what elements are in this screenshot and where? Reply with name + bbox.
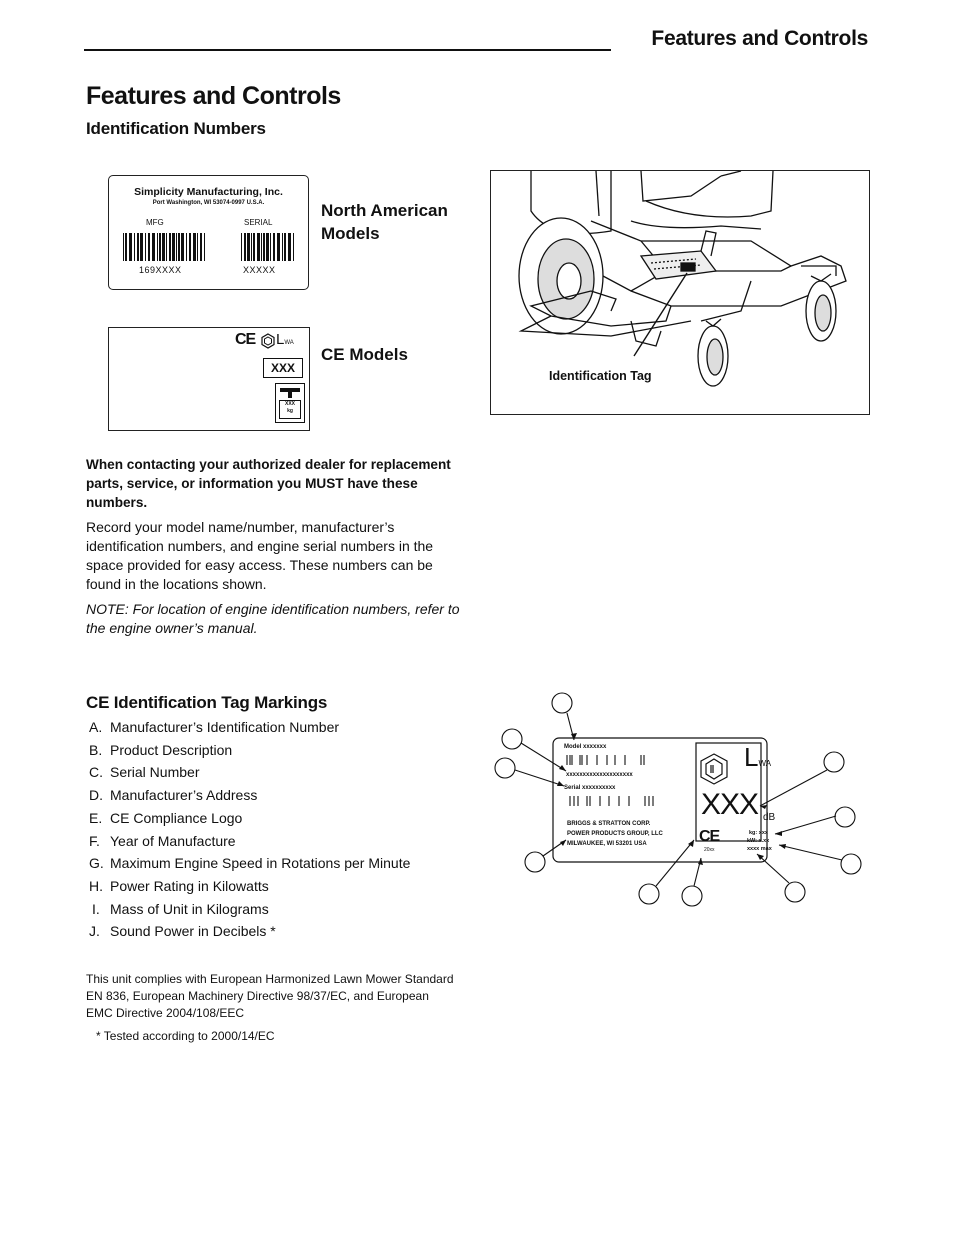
list-item	[89, 739, 410, 762]
barcode-bar	[137, 233, 139, 261]
tag-serial: Serial xxxxxxxxxx	[564, 785, 616, 791]
na-id-label	[108, 175, 309, 290]
barcode-bar	[123, 233, 124, 261]
tag-address-line3: MILWAUKEE, WI 53201 USA	[567, 841, 647, 847]
ce-id-label	[108, 327, 310, 431]
label-serial-value: XXXXX	[243, 265, 276, 275]
dealer-contact-note: When contacting your authorized dealer for replacement parts, service, or information you MUST have these numbers.	[86, 457, 451, 510]
barcode-bar	[178, 233, 180, 261]
barcode-bar	[181, 233, 184, 261]
lwa-icon	[276, 331, 294, 348]
barcode-bar	[270, 233, 271, 261]
engine-nut-icon	[261, 333, 275, 349]
list-item	[89, 920, 410, 943]
tag-lwa-l: L	[744, 742, 759, 772]
label-company: Simplicity Manufacturing, Inc.	[134, 186, 283, 198]
note-prefix: NOTE	[86, 601, 125, 617]
list-item	[89, 852, 410, 875]
barcode-bar	[282, 233, 283, 261]
barcode-bar	[277, 233, 280, 261]
barcode-bar	[134, 233, 135, 261]
page-title: Features and Controls	[86, 82, 341, 110]
barcode-bar	[129, 233, 132, 261]
barcode-bar	[244, 233, 246, 261]
tag-kg: kg: xxx	[749, 830, 768, 836]
barcode-bar	[204, 233, 205, 261]
label-serial-caption: SERIAL	[244, 218, 273, 227]
barcode-bar	[186, 233, 187, 261]
barcode-bar	[266, 233, 269, 261]
tag-address	[567, 819, 663, 849]
header-rule	[84, 49, 611, 51]
item-letter: I.	[92, 900, 100, 917]
item-letter: E.	[89, 809, 103, 826]
list-item	[89, 761, 410, 784]
serial-barcode	[241, 233, 295, 261]
record-instructions: Record your model name/number, manufacturer’s identification numbers, and engine serial numbers in the space provided for easy access. These numbers can be found in the locations shown.	[86, 519, 434, 592]
barcode-bar	[241, 233, 242, 261]
tag-db-unit: dB	[763, 812, 776, 823]
item-text: Mass of Unit in Kilograms	[110, 900, 269, 917]
lwa-sub: WA	[284, 340, 294, 346]
identification-heading: Identification Numbers	[86, 119, 266, 138]
barcode-bar	[273, 233, 275, 261]
ce-tag-diagram	[494, 688, 872, 910]
barcode-bar	[148, 233, 150, 261]
barcode-bar	[172, 233, 175, 261]
barcode-bar	[189, 233, 191, 261]
barcode-bar	[288, 233, 291, 261]
tag-lwa-icon	[744, 742, 771, 773]
list-item	[89, 875, 410, 898]
item-letter: F.	[89, 832, 100, 849]
list-item	[89, 784, 410, 807]
barcode-bar	[152, 233, 155, 261]
item-text: Maximum Engine Speed in Rotations per Minute	[110, 855, 411, 872]
tag-address-line1: BRIGGS & STRATTON CORP.	[567, 821, 651, 827]
mass-weight-icon	[275, 383, 305, 423]
item-text: Sound Power in Decibels *	[110, 923, 276, 940]
tag-lwa-sub: WA	[758, 759, 772, 768]
barcode-bar	[257, 233, 260, 261]
mower-illustration	[490, 170, 870, 415]
item-text: Manufacturer’s Identification Number	[110, 719, 340, 735]
item-letter: A.	[89, 719, 103, 735]
item-text: Manufacturer’s Address	[110, 787, 258, 804]
barcode-bar	[169, 233, 171, 261]
barcode-bar	[159, 233, 161, 261]
item-text: CE Compliance Logo	[110, 809, 243, 826]
list-item	[89, 830, 410, 853]
tag-rpm: xxxx max	[747, 846, 772, 852]
barcode-bar	[145, 233, 146, 261]
mfg-barcode	[123, 233, 205, 261]
barcode-bar	[293, 233, 294, 261]
item-text: Year of Manufacture	[110, 832, 236, 849]
barcode-bar	[193, 233, 196, 261]
compliance-statement: This unit complies with European Harmonized Lawn Mower Standard EN 836, European Machinery Directive 98/37/EC, and European EMC Directive 2004/108/EEC	[86, 972, 454, 1020]
mower-drawing	[491, 171, 869, 414]
ce-xxx-box: XXX	[263, 358, 303, 378]
tag-ce-mark-icon: CE	[699, 828, 720, 845]
item-text: Power Rating in Kilowatts	[110, 877, 269, 894]
running-title: Features and Controls	[651, 27, 868, 50]
list-item	[89, 716, 410, 739]
barcode-bar	[261, 233, 262, 261]
barcode-bar	[200, 233, 202, 261]
barcode-bar	[253, 233, 255, 261]
tag-description: xxxxxxxxxxxxxxxxxxxx	[566, 772, 633, 778]
barcode-bar	[284, 233, 286, 261]
barcode-bar	[176, 233, 177, 261]
barcode-bar	[197, 233, 198, 261]
item-text: Product Description	[110, 741, 233, 758]
ce-tag-callouts	[494, 688, 872, 910]
tag-kw: kW: x.xx	[747, 838, 770, 844]
list-item	[89, 807, 410, 830]
barcode-bar	[263, 233, 265, 261]
weight-hook-icon	[279, 387, 301, 399]
lwa-l: L	[276, 331, 285, 348]
barcode-bar	[140, 233, 143, 261]
item-letter: J.	[89, 923, 100, 940]
label-mfg-value: 169XXXX	[139, 265, 182, 275]
barcode-bar	[251, 233, 252, 261]
barcode-bar	[162, 233, 165, 261]
label-address: Port Washington, WI 53074-0997 U.S.A.	[152, 200, 265, 206]
ce-markings-list	[89, 716, 410, 943]
footnote: * Tested according to 2000/14/EC	[96, 1029, 275, 1043]
item-letter: C.	[89, 764, 103, 781]
engine-id-note	[86, 600, 476, 638]
tag-address-line2: POWER PRODUCTS GROUP, LLC	[567, 831, 663, 837]
na-title-line2: Models	[321, 224, 380, 243]
tag-year: 20xx	[704, 847, 715, 853]
item-text: Serial Number	[110, 764, 200, 781]
barcode-bar	[166, 233, 167, 261]
ce-mark-icon: CE	[235, 331, 256, 348]
barcode-bar	[247, 233, 250, 261]
item-letter: D.	[89, 787, 103, 804]
list-item	[89, 898, 410, 921]
identification-tag-caption: Identification Tag	[549, 369, 652, 383]
ce-markings-heading: CE Identification Tag Markings	[86, 693, 328, 712]
note-text: : For location of engine identification numbers, refer to the engine owner’s manual.	[86, 601, 460, 636]
barcode-bar	[125, 233, 127, 261]
mass-box	[279, 400, 301, 419]
na-title-line1: North American	[321, 201, 448, 220]
barcode-bar	[157, 233, 158, 261]
tag-model: Model xxxxxxx	[564, 744, 607, 750]
na-models-title	[321, 199, 448, 245]
mass-unit: kg	[287, 408, 293, 414]
label-mfg-caption: MFG	[146, 218, 164, 227]
item-letter: H.	[89, 877, 103, 894]
ce-models-title: CE Models	[321, 345, 408, 364]
item-letter: B.	[89, 741, 103, 758]
item-letter: G.	[89, 855, 104, 872]
mass-value: XXX	[284, 401, 295, 407]
tag-db-value: XXX	[701, 788, 759, 821]
